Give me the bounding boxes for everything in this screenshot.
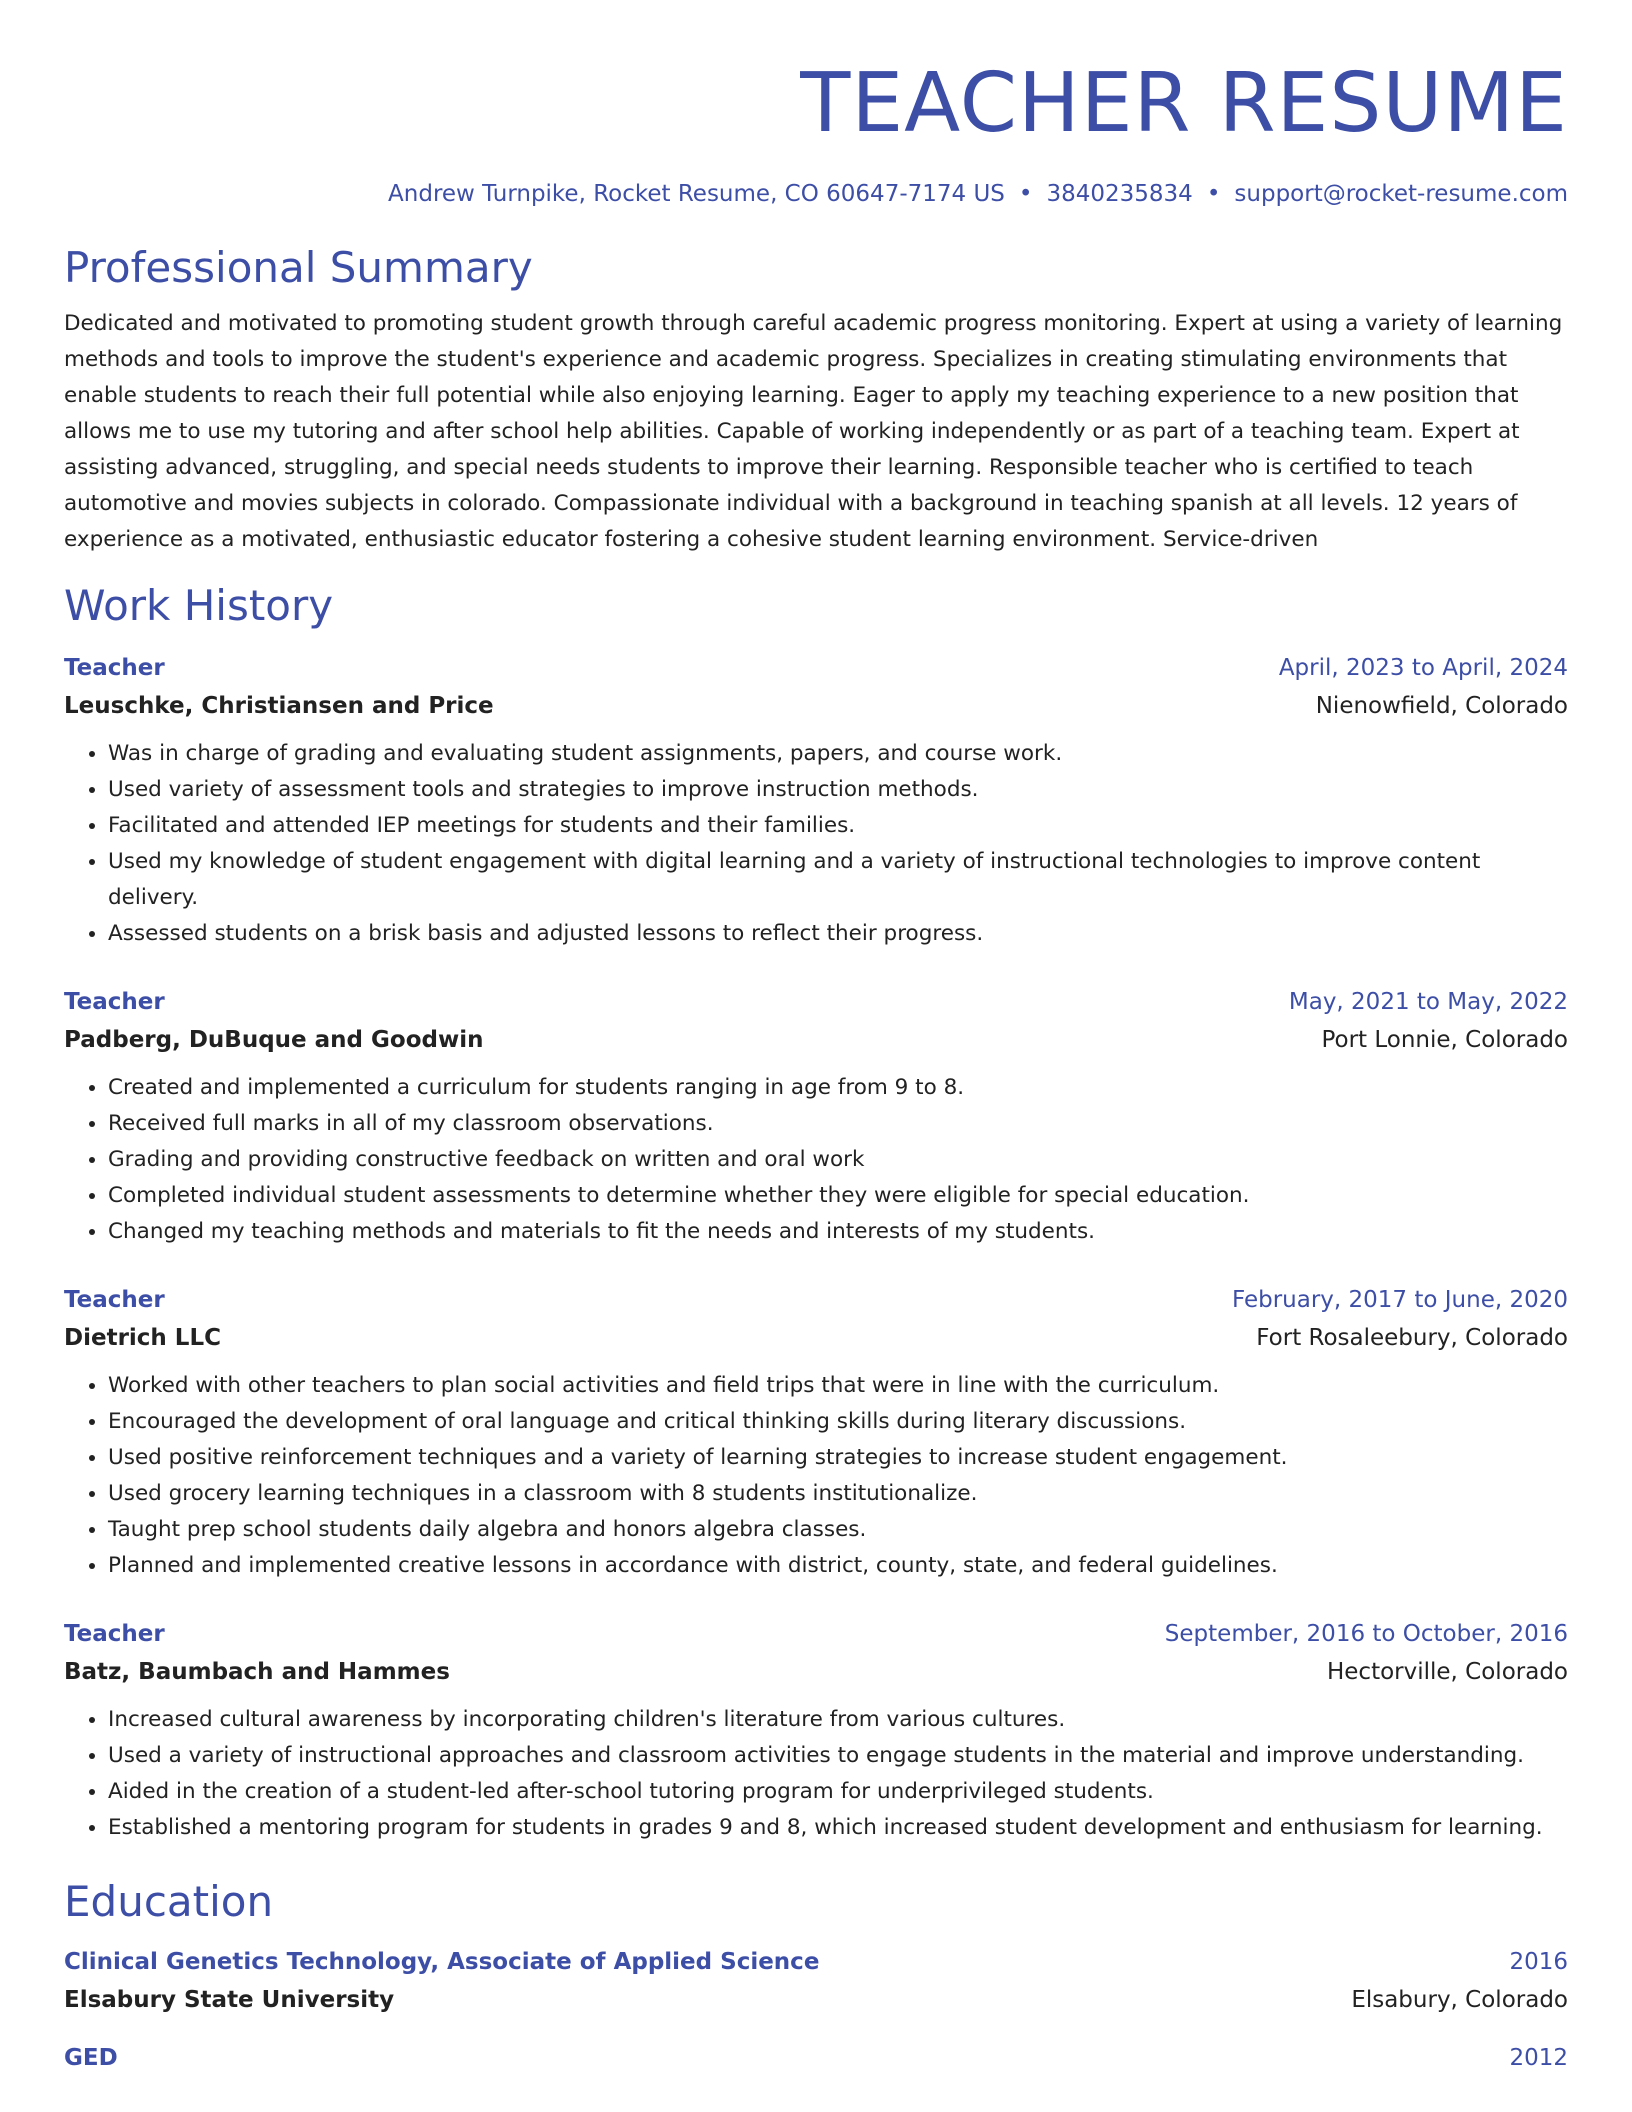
job-bullet: • Aided in the creation of a student-led after-school tutoring program for underprivileged students.	[108, 1774, 1568, 1810]
job-dates: February, 2017 to June, 2020	[1231, 1287, 1568, 1313]
education-heading: Education	[64, 1877, 274, 1926]
job-entry	[64, 984, 1568, 1250]
job-bullet: • Received full marks in all of my classroom observations.	[108, 1106, 1568, 1142]
job-company: Padberg, DuBuque and Goodwin	[64, 1027, 484, 1053]
job-bullets	[64, 736, 1568, 952]
job-role: Teacher	[64, 1621, 165, 1647]
education-degree: Clinical Genetics Technology, Associate of Applied Science	[64, 1949, 820, 1975]
job-bullet: • Assessed students on a brisk basis and adjusted lessons to reflect their progress.	[108, 916, 1568, 952]
job-title-row	[64, 650, 1568, 686]
resume-title: TEACHER RESUME	[800, 56, 1568, 151]
job-bullet: • Taught prep school students daily algebra and honors algebra classes.	[108, 1512, 1568, 1548]
job-company-row	[64, 1318, 1568, 1358]
job-bullets	[64, 1702, 1568, 1846]
job-bullets	[64, 1070, 1568, 1250]
contact-phone: 3840235834	[1046, 181, 1193, 207]
job-role: Teacher	[64, 655, 165, 681]
job-bullet: • Used my knowledge of student engagement with digital learning and a variety of instructional technologies to improve content delivery.	[108, 844, 1568, 916]
education-location: Elsabury, Colorado	[1351, 1987, 1568, 2013]
job-bullet: • Created and implemented a curriculum for students ranging in age from 9 to 8.	[108, 1070, 1568, 1106]
job-dates: September, 2016 to October, 2016	[1164, 1621, 1568, 1647]
job-title-row	[64, 1616, 1568, 1652]
education-degree-row	[64, 1944, 1568, 1980]
separator-dot: •	[1018, 181, 1033, 207]
job-bullet: • Worked with other teachers to plan social activities and field trips that were in line with the curriculum.	[108, 1368, 1568, 1404]
job-location: Fort Rosaleebury, Colorado	[1256, 1325, 1568, 1351]
job-dates: April, 2023 to April, 2024	[1278, 655, 1568, 681]
job-bullet: • Was in charge of grading and evaluating student assignments, papers, and course work.	[108, 736, 1568, 772]
separator-dot: •	[1206, 181, 1221, 207]
summary-text: Dedicated and motivated to promoting student growth through careful academic progress monitoring. Expert at using a variety of learning methods and tools to improve the student's experience and academic progress. Specializes in creating stimulating environments that enable students to reach their full potential while also enjoying learning. Eager to apply my teaching experience to a new position that allows me to use my tutoring and after school help abilities. Capable of working independently or as part of a teaching team. Expert at assisting advanced, struggling, and special needs students to improve their learning. Responsible teacher who is certified to teach automotive and movies subjects in colorado. Compassionate individual with a background in teaching spanish at all levels. 12 years of experience as a motivated, enthusiastic educator fostering a cohesive student learning environment. Service-driven	[64, 311, 1563, 552]
job-dates: May, 2021 to May, 2022	[1288, 989, 1568, 1015]
job-location: Hectorville, Colorado	[1326, 1659, 1568, 1685]
contact-line	[64, 178, 1568, 210]
job-bullet: • Used variety of assessment tools and strategies to improve instruction methods.	[108, 772, 1568, 808]
job-bullet: • Used grocery learning techniques in a classroom with 8 students institutionalize.	[108, 1476, 1568, 1512]
job-title-row	[64, 984, 1568, 1020]
job-entry	[64, 1616, 1568, 1846]
summary-heading: Professional Summary	[64, 243, 533, 292]
job-bullet: • Changed my teaching methods and materials to fit the needs and interests of my students.	[108, 1214, 1568, 1250]
job-company: Leuschke, Christiansen and Price	[64, 693, 494, 719]
education-degree: GED	[64, 2045, 118, 2071]
job-bullet: • Encouraged the development of oral language and critical thinking skills during literary discussions.	[108, 1404, 1568, 1440]
job-location: Port Lonnie, Colorado	[1321, 1027, 1568, 1053]
job-company-row	[64, 1020, 1568, 1060]
job-bullet: • Established a mentoring program for students in grades 9 and 8, which increased student development and enthusiasm for learning.	[108, 1810, 1568, 1846]
education-degree-row	[64, 2040, 1568, 2076]
education-year: 2016	[1509, 1949, 1568, 1975]
education-entry	[64, 1944, 1568, 2020]
job-bullet: • Facilitated and attended IEP meetings for students and their families.	[108, 808, 1568, 844]
job-company-row	[64, 1652, 1568, 1692]
job-company: Batz, Baumbach and Hammes	[64, 1659, 450, 1685]
job-company: Dietrich LLC	[64, 1325, 222, 1351]
contact-email: support@rocket-resume.com	[1234, 181, 1568, 207]
job-location: Nienowfield, Colorado	[1315, 693, 1568, 719]
job-bullet: • Grading and providing constructive feedback on written and oral work	[108, 1142, 1568, 1178]
job-company-row	[64, 686, 1568, 726]
job-title-row	[64, 1282, 1568, 1318]
job-bullets	[64, 1368, 1568, 1584]
education-school: Elsabury State University	[64, 1987, 395, 2013]
work-history-heading: Work History	[64, 581, 334, 630]
education-school-row	[64, 1980, 1568, 2020]
resume-header	[64, 0, 1568, 210]
job-bullet: • Used positive reinforcement techniques and a variety of learning strategies to increase student engagement.	[108, 1440, 1568, 1476]
job-role: Teacher	[64, 1287, 165, 1313]
contact-address: Andrew Turnpike, Rocket Resume, CO 60647-7174 US	[388, 181, 1005, 207]
education-year: 2012	[1509, 2045, 1568, 2071]
job-bullet: • Increased cultural awareness by incorporating children's literature from various cultures.	[108, 1702, 1568, 1738]
education-entry	[64, 2040, 1568, 2076]
job-bullet: • Used a variety of instructional approaches and classroom activities to engage students in the material and improve understanding.	[108, 1738, 1568, 1774]
job-role: Teacher	[64, 989, 165, 1015]
job-entry	[64, 1282, 1568, 1584]
job-entry	[64, 650, 1568, 952]
job-bullet: • Completed individual student assessments to determine whether they were eligible for special education.	[108, 1178, 1568, 1214]
job-bullet: • Planned and implemented creative lessons in accordance with district, county, state, and federal guidelines.	[108, 1548, 1568, 1584]
